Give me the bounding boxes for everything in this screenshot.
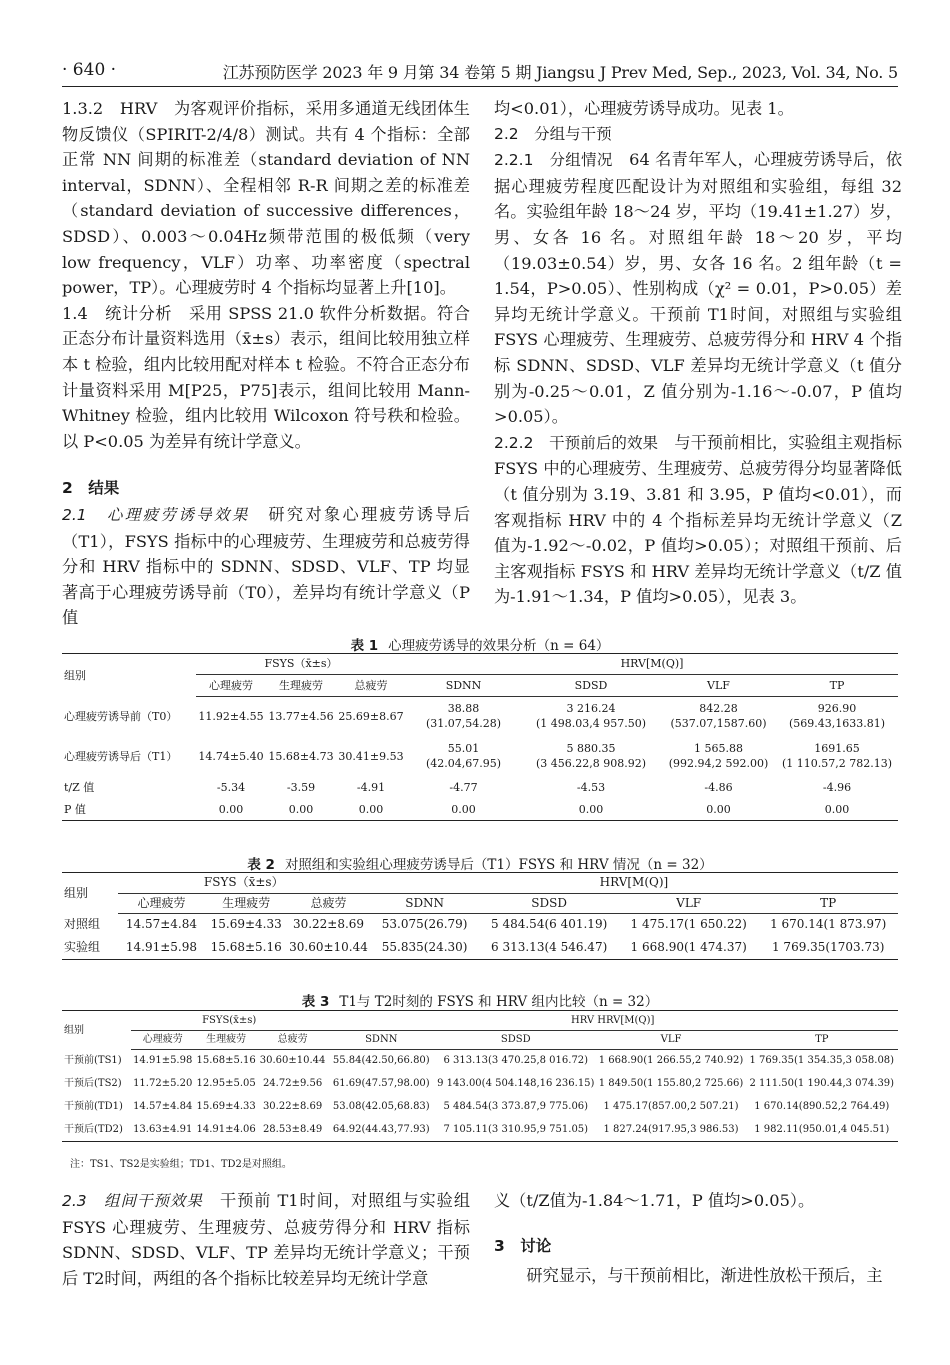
cell: 0.00 — [451, 802, 476, 816]
cell: 14.91±5.98 — [125, 940, 198, 954]
cell: 14.57±4.84 — [133, 1101, 193, 1112]
cell — [776, 696, 898, 736]
cell: 0.00 — [218, 802, 244, 816]
col-header: 生理疲劳 — [205, 893, 287, 913]
quartiles: (992.94,2 592.00) — [668, 757, 769, 770]
cell: 9 143.00(4 504.148,16 236.15) — [437, 1078, 595, 1089]
cell: 12.95±5.05 — [196, 1078, 256, 1089]
cell: 55.84(42.50,66.80) — [332, 1055, 430, 1067]
cell: -5.34 — [216, 780, 246, 794]
fsys-header: FSYS（x̄±s） — [118, 873, 370, 893]
cell: 14.74±5.40 — [198, 749, 264, 763]
row-label: t/Z 值 — [64, 780, 95, 794]
group-header: 组别 — [64, 668, 86, 682]
table-row — [62, 776, 898, 798]
journal-citation: 江苏预防医学 2023 年 9 月第 34 卷第 5 期 Jiangsu J Prev Med, Sep., 2023, Vol. 34, No. 5 — [222, 63, 898, 82]
col-header: 心理疲劳 — [131, 1030, 195, 1049]
cell — [776, 736, 898, 776]
cell: 1 827.24(917.95,3 986.53) — [603, 1124, 739, 1135]
paragraph-continued: 均<0.01），心理疲劳诱导成功。见表 1。 — [494, 99, 794, 118]
table-row — [62, 1118, 898, 1141]
table-title: 心理疲劳诱导的效果分析（n = 64） — [388, 638, 610, 654]
cell: 1 475.17(857.00,2 507.21) — [603, 1101, 739, 1112]
right-column — [494, 96, 902, 610]
cell: 14.57±4.84 — [125, 917, 198, 932]
cell — [406, 696, 521, 736]
row-label: 干预后(TS2) — [64, 1078, 122, 1089]
cell: 13.77±4.56 — [268, 709, 334, 723]
cell: 11.92±4.55 — [198, 709, 264, 723]
table-title: 对照组和实验组心理疲劳诱导后（T1）FSYS 和 HRV 情况（n = 32） — [284, 857, 713, 873]
cell: 28.53±8.49 — [262, 1124, 323, 1135]
cell: 0.00 — [358, 802, 384, 816]
section-heading-results: 2 结果 — [62, 479, 120, 498]
cell — [661, 696, 776, 736]
cell: 14.91±5.98 — [133, 1055, 193, 1067]
table-row — [62, 913, 898, 936]
cell: 1 849.50(1 155.80,2 725.66) — [598, 1078, 744, 1089]
median: 1 565.88 — [694, 742, 743, 755]
table-row — [62, 696, 898, 736]
cell: 1 668.90(1 266.55,2 740.92) — [598, 1055, 744, 1067]
cell: -4.53 — [576, 780, 606, 794]
cell: 30.22±8.69 — [262, 1101, 323, 1112]
paragraph-statistics: 1.4 统计分析 采用 SPSS 21.0 软件分析数据。符合正态分布计量资料选用（x̄±s）表示，组间比较用独立样本 t 检验，组内比较用配对样本 t 检验。不符合正态分布计量资料采用 M[P25，P75]表示，组间比较用 Mann-Whitney 检验，组内比较用 Wilcoxon 符号秩和检验。以 P<0.05 为差异有统计学意义。 — [62, 303, 470, 451]
cell: 30.60±10.44 — [289, 940, 368, 954]
paragraph-text: 研究对象心理疲劳诱导后（T1），FSYS 指标中的心理疲劳、生理疲劳和总疲劳得分和 HRV 指标中的 SDNN、SDSD、VLF、TP 均显著高于心理疲劳诱导前（T0），差异均有统计学意义（P 值 — [62, 504, 471, 628]
cell: 11.72±5.20 — [133, 1078, 193, 1089]
table-label: 表 1 — [350, 638, 379, 654]
cell: 5 484.54(3 373.87,9 775.06) — [443, 1101, 589, 1112]
cell: -3.59 — [286, 780, 316, 794]
cell: 64.92(44.43,77.93) — [332, 1124, 430, 1135]
page-number: · 640 · — [62, 60, 117, 80]
subsection-lead: 2.3 组间干预效果 — [62, 1192, 203, 1210]
median: 5 880.35 — [566, 742, 616, 755]
row-label: 心理疲劳诱导后（T1） — [64, 749, 178, 763]
row-label: 干预前(TD1) — [64, 1101, 123, 1112]
paragraph-text: 64 名青年军人，心理疲劳诱导后，依据心理疲劳程度匹配设计为对照组和实验组，每组 32 名。实验组年龄 18～24 岁，平均（19.41±1.27）岁，男、女各 16 名。对照组年龄 18～20 岁，平均（19.03±0.54）岁，男、女各 16 名。2 组年龄（t = 1.54，P>0.05）、性别构成（χ² = 0.01，P>0.05）差异均无统计学意义。干预前 T1时间，对照组与实验组 FSYS 心理疲劳、生理疲劳、总疲劳得分和 HRV 4 个指标 SDNN、SDSD、VLF 差异均无统计学意义（t 值分别为-0.25～0.01，Z 值分别为-1.16～-0.07，P 值均>0.05）。 — [494, 150, 903, 427]
cell: 13.63±4.91 — [133, 1124, 193, 1135]
quartiles: (1 498.03,4 957.50) — [535, 717, 647, 731]
cell: 61.69(47.57,98.00) — [332, 1078, 430, 1089]
section-heading-discussion: 3 讨论 — [494, 1236, 552, 1255]
row-label: 心理疲劳诱导前（T0） — [64, 709, 178, 723]
col-header: SDSD — [479, 893, 619, 913]
table-row — [62, 736, 898, 776]
cell: 30.60±10.44 — [259, 1055, 326, 1067]
col-header: VLF — [619, 893, 759, 913]
cell: 25.69±8.67 — [338, 709, 404, 723]
subsection-lead: 2.1 心理疲劳诱导效果 — [62, 505, 250, 524]
row-label: 干预后(TD2) — [64, 1124, 123, 1135]
table1 — [62, 653, 898, 821]
cell: 53.075(26.79) — [381, 917, 468, 932]
cell: 1 670.14(1 873.97) — [770, 917, 887, 932]
cell: 1 982.11(950.01,4 045.51) — [754, 1124, 890, 1135]
quartiles: (3 456.22,8 908.92) — [535, 757, 647, 770]
quartiles: (537.07,1587.60) — [670, 717, 767, 731]
quartiles: (42.04,67.95) — [425, 757, 502, 770]
table3 — [62, 1010, 898, 1142]
cell: 1 670.14(890.52,2 764.49) — [754, 1101, 890, 1112]
table-row — [62, 1049, 898, 1072]
cell: 15.68±5.16 — [196, 1055, 256, 1067]
cell: 1 475.17(1 650.22) — [630, 917, 747, 932]
cell: -4.96 — [822, 780, 852, 794]
cell: 15.69±4.33 — [210, 917, 282, 932]
cell: 24.72±9.56 — [262, 1078, 323, 1089]
table-row — [62, 798, 898, 820]
table3-caption — [62, 990, 898, 1010]
col-header: SDNN — [370, 893, 480, 913]
cell — [521, 736, 661, 776]
cell — [661, 736, 776, 776]
bottom-right-column — [494, 1188, 902, 1289]
paragraph-discussion: 研究显示，与干预前相比，渐进性放松干预后，主 — [526, 1266, 883, 1286]
cell: 1 769.35(1 354.35,3 058.08) — [749, 1055, 895, 1067]
paragraph-effect — [494, 430, 902, 610]
cell: 15.69±4.33 — [196, 1101, 256, 1112]
col-header: TP — [776, 674, 898, 696]
table-row — [62, 1095, 898, 1118]
cell: 0.00 — [706, 802, 731, 816]
median: 926.90 — [817, 702, 857, 716]
hrv-header: HRV[M(Q)] — [370, 873, 898, 893]
cell — [521, 696, 661, 736]
quartiles: (1 110.57,2 782.13) — [781, 757, 893, 770]
col-header: 总疲劳 — [336, 674, 406, 696]
paragraph-continued: 义（t/Z值为-1.84～1.71，P 值均>0.05）。 — [494, 1191, 815, 1210]
running-header — [62, 52, 898, 87]
cell — [406, 736, 521, 776]
col-header: TP — [746, 1030, 898, 1049]
cell: 6 313.13(4 546.47) — [491, 940, 608, 954]
cell: 14.91±4.06 — [196, 1124, 256, 1135]
table1-caption — [62, 634, 898, 654]
subsection-lead: 2.2.1 分组情况 — [494, 151, 613, 170]
median: 1691.65 — [814, 742, 860, 755]
hrv-header: HRV[M(Q)] — [406, 654, 898, 674]
bottom-left-column — [62, 1188, 470, 1291]
cell: 2 111.50(1 190.44,3 074.39) — [749, 1078, 895, 1089]
quartiles: (569.43,1633.81) — [788, 717, 886, 731]
row-label: 对照组 — [64, 917, 101, 931]
col-header: SDNN — [327, 1030, 435, 1049]
cell: 5 484.54(6 401.19) — [491, 917, 608, 932]
paragraph-text: 干预前 T1时间，对照组与实验组 FSYS 心理疲劳、生理疲劳、总疲劳得分和 HRV 指标 SDNN、SDSD、VLF、TP 差异均无统计学意义；干预后 T2时间，两组的各个指标比较差异均无统计学意 — [62, 1191, 471, 1288]
median: 842.28 — [699, 702, 738, 716]
table2-caption — [62, 853, 898, 873]
col-header: VLF — [596, 1030, 745, 1049]
cell: 15.68±4.73 — [268, 749, 334, 763]
group-header: 组别 — [64, 1024, 84, 1036]
cell: 55.835(24.30) — [381, 940, 468, 954]
col-header: SDSD — [521, 674, 661, 696]
col-header: SDSD — [435, 1030, 596, 1049]
paragraph-induction — [62, 502, 470, 631]
group-header: 组别 — [64, 885, 89, 900]
median: 3 216.24 — [566, 702, 616, 716]
col-header: TP — [758, 893, 898, 913]
table-label: 表 3 — [301, 994, 330, 1010]
table-title: T1与 T2时刻的 FSYS 和 HRV 组内比较（n = 32） — [339, 994, 659, 1010]
cell: -4.86 — [704, 780, 733, 794]
paragraph-between-groups — [62, 1188, 470, 1291]
cell: -4.91 — [356, 780, 386, 794]
col-header: 总疲劳 — [287, 893, 370, 913]
col-header: 心理疲劳 — [118, 893, 206, 913]
cell: 6 313.13(3 470.25,8 016.72) — [443, 1055, 589, 1067]
fsys-header: FSYS（x̄±s） — [196, 654, 406, 674]
table2 — [62, 872, 898, 960]
cell: 1 668.90(1 474.37) — [630, 940, 747, 954]
paragraph-grouping — [494, 147, 902, 430]
median: 55.01 — [447, 742, 480, 755]
col-header: 总疲劳 — [258, 1030, 328, 1049]
col-header: SDNN — [406, 674, 521, 696]
table-row — [62, 1072, 898, 1095]
cell: 7 105.11(3 310.95,9 751.05) — [443, 1124, 589, 1135]
col-header: VLF — [661, 674, 776, 696]
col-header: 生理疲劳 — [266, 674, 336, 696]
left-column — [62, 96, 470, 631]
table-row — [62, 936, 898, 959]
row-label: P 值 — [64, 802, 86, 816]
cell: 53.08(42.05,68.83) — [332, 1101, 430, 1112]
col-header: 生理疲劳 — [194, 1030, 257, 1049]
hrv-header: HRV HRV[M(Q)] — [327, 1011, 898, 1030]
subsection-heading: 2.2 分组与干预 — [494, 124, 612, 143]
median: 38.88 — [447, 702, 480, 716]
cell: 1 769.35(1703.73) — [771, 940, 885, 954]
subsection-lead: 2.2.2 干预前后的效果 — [494, 433, 659, 452]
fsys-header: FSYS(x̄±s) — [131, 1011, 327, 1030]
cell: 0.00 — [578, 802, 604, 816]
col-header: 心理疲劳 — [196, 674, 266, 696]
paragraph-text: 与干预前相比，实验组主观指标 FSYS 中的心理疲劳、生理疲劳、总疲劳得分均显著降低（t 值分别为 3.19、3.81 和 3.95，P 值均<0.01），而客观指标 HRV 中的 4 个指标差异均无统计学意义（Z 值为-1.92～-0.02，P 值均>0.05）；对照组干预前、后主客观指标 FSYS 和 HRV 差异均无统计学意义（t/Z 值为-1.91～1.34，P 值均>0.05），见表 3。 — [494, 432, 902, 607]
cell: 30.22±8.69 — [292, 917, 365, 932]
table3-note: 注：TS1、TS2是实验组；TD1、TD2是对照组。 — [70, 1159, 292, 1170]
quartiles: (31.07,54.28) — [425, 717, 502, 731]
cell: 0.00 — [824, 802, 850, 816]
paragraph-hrv: 1.3.2 HRV 为客观评价指标，采用多通道无线团体生物反馈仪（SPIRIT-2/4/8）测试。共有 4 个指标：全部正常 NN 间期的标准差（standard deviation of NN interval，SDNN）、全程相邻 R-R 间期之差的标准差（standard deviation of successive differences，SDSD）、0.003～0.04Hz频带范围的极低频（very low frequency，VLF）功率、功率密度（spectral power，TP）。心理疲劳时 4 个指标均显著上升[10]。 — [62, 99, 470, 298]
cell: 30.41±9.53 — [338, 749, 404, 763]
cell: 0.00 — [288, 802, 314, 816]
cell: -4.77 — [449, 780, 478, 794]
row-label: 实验组 — [64, 940, 101, 954]
cell: 15.68±5.16 — [210, 940, 282, 954]
row-label: 干预前(TS1) — [64, 1055, 122, 1066]
table-label: 表 2 — [247, 857, 275, 873]
